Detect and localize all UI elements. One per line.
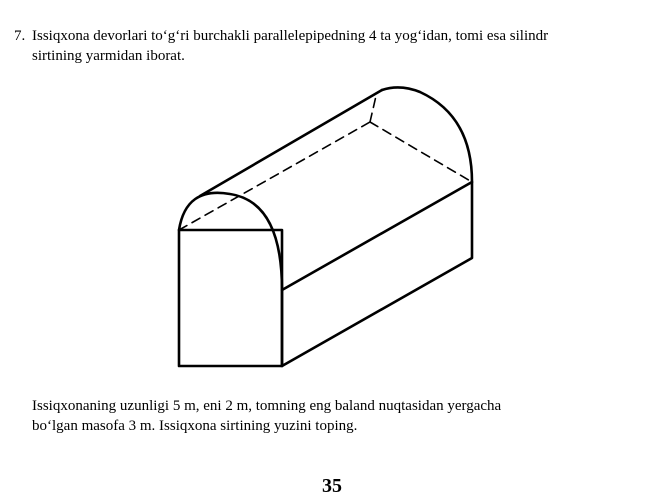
hidden-edge-bottom — [179, 122, 370, 230]
page-number: 35 — [322, 475, 342, 497]
hidden-edge-back — [370, 122, 472, 182]
roof-top-line — [200, 90, 382, 196]
back-arch — [382, 87, 472, 182]
hidden-edge-vertical — [370, 96, 376, 122]
side-wall — [282, 182, 472, 366]
problem-line-2: sirtining yarmidan iborat. — [32, 48, 185, 64]
front-arch — [179, 193, 282, 290]
question-text — [32, 396, 612, 436]
question-line-1: Issiqxonaning uzunligi 5 m, eni 2 m, tomning eng baland nuqtasidan yergacha — [32, 398, 502, 414]
problem-number: 7. — [14, 28, 26, 44]
question-line-2: bo‘lgan masofa 3 m. Issiqxona sirtining yuzini toping. — [32, 418, 358, 434]
problem-text-1: Issiqxona devorlari to‘g‘ri burchakli parallelepipedning 4 ta yog‘idan, tomi esa silindr — [32, 28, 549, 44]
front-wall — [179, 230, 282, 366]
